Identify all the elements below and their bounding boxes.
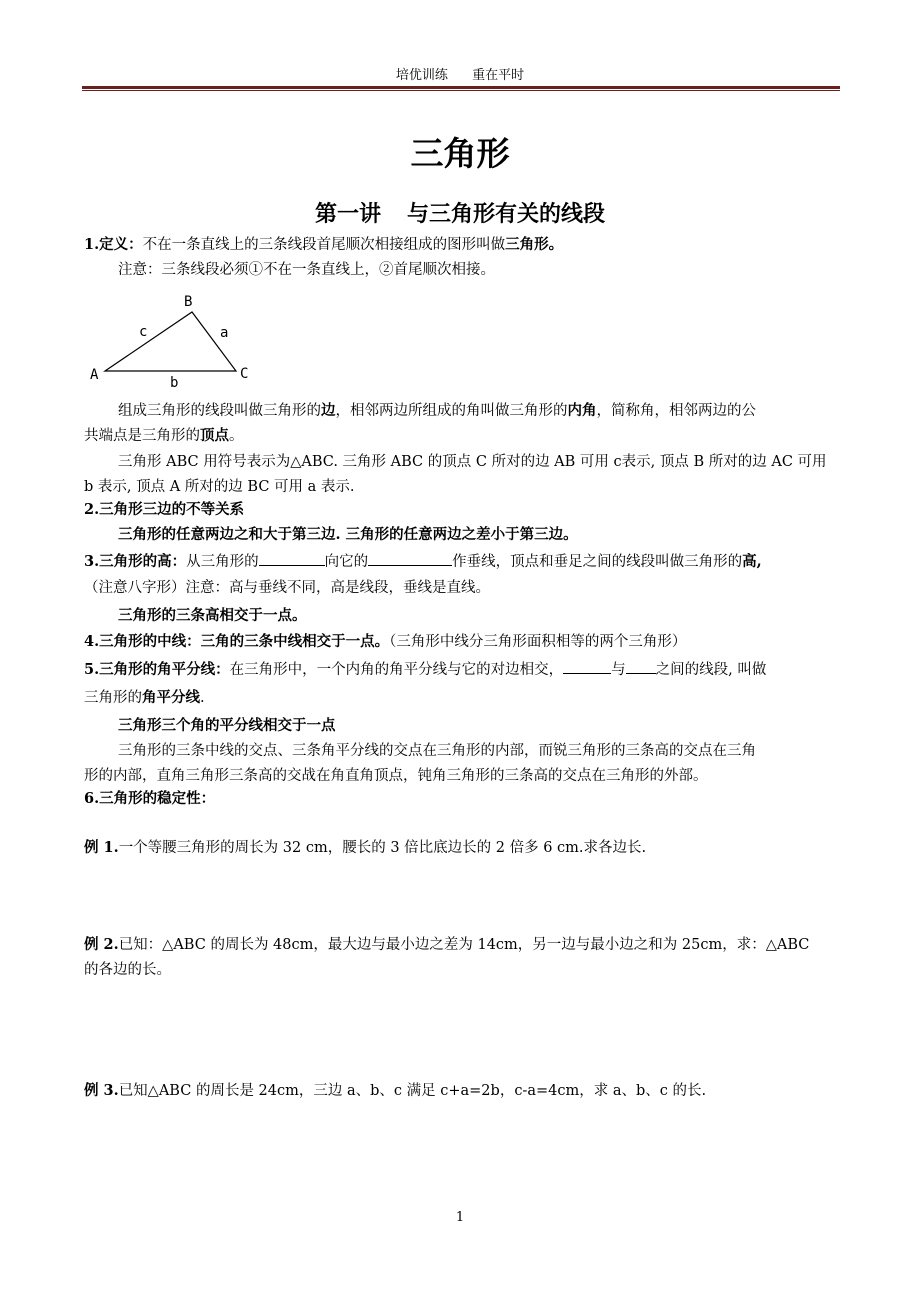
s4-line [84, 632, 840, 652]
header-left: 培优训练 [395, 68, 448, 83]
header-rule-thin [82, 90, 840, 91]
s5-text: 三角形的 [84, 690, 142, 706]
para1-text: ，简称角，相邻两边的公 [596, 403, 756, 419]
s3-text2: 三角形的三条高相交于一点。 [118, 607, 307, 624]
page-header [0, 64, 920, 83]
blank-opposite-side[interactable] [368, 551, 452, 566]
example-3-label: 例 3. [84, 1082, 119, 1099]
para1-text: 组成三角形的线段叫做三角形的 [118, 403, 321, 419]
page-title: 三角形 [410, 134, 510, 173]
s5-text: 之间的线段, 叫做 [655, 662, 767, 678]
lecture-number: 第一讲 [314, 202, 381, 227]
term-angle-bisector: 角平分线 [142, 689, 200, 706]
s5-text: 在三角形中，一个内角的角平分线与它的对边相交， [229, 662, 564, 678]
para1-line2 [84, 426, 840, 446]
triangle-figure [86, 288, 266, 388]
notation-line1: 三角形 ABC 用符号表示为△ABC. 三角形 ABC 的顶点 C 所对的边 AB 可用 c表示, 顶点 B 所对的边 AC 可用 [118, 454, 827, 470]
s4-note: （三角形中线分三角形面积相等的两个三角形） [389, 634, 687, 650]
s1-num: 1. [84, 236, 100, 253]
lecture-topic: 与三角形有关的线段 [407, 202, 606, 227]
triangle-shape [105, 312, 236, 371]
definition-note: 注意：三条线段必须①不在一条直线上，②首尾顺次相接。 [118, 262, 495, 278]
side-label-a: a [220, 325, 229, 341]
para1-line1 [118, 401, 840, 421]
term-altitude: 高 [742, 553, 757, 570]
term-interior-angle: 内角 [567, 402, 597, 419]
example-3 [84, 1081, 840, 1101]
s3-note: （注意八字形）注意：高与垂线不同，高是线段，垂线是直线。 [84, 580, 490, 596]
s3-line1 [84, 551, 840, 572]
s1-term: 三角形 [505, 236, 549, 253]
s5-label: 5.三角形的角平分线： [84, 661, 230, 678]
s3-text: 作垂线，顶点和垂足之间的线段叫做三角形的 [452, 554, 743, 570]
s3-text: 从三角形的 [186, 554, 259, 570]
s2-text: 三角形的任意两边之和大于第三边. 三角形的任意两边之差小于第三边。 [118, 526, 578, 543]
vertex-label-b: B [184, 294, 193, 310]
s4-label: 4.三角形的中线：三角的三条中线相交于一点。 [84, 633, 390, 650]
para1-text: 共端点是三角形的 [84, 428, 200, 444]
definition-line [84, 235, 840, 255]
page-number: 1 [455, 1210, 465, 1225]
para1-text: 。 [229, 428, 244, 444]
s2-heading: 2.三角形三边的不等关系 [84, 501, 245, 518]
side-label-c: c [139, 324, 148, 340]
blank-intersection[interactable] [626, 659, 656, 674]
s5-text: 与 [611, 662, 626, 678]
s1-end: 。 [548, 236, 564, 253]
example-2-text: 已知：△ABC 的周长为 48cm，最大边与最小边之差为 14cm，另一边与最小边之和为 25cm，求：△ABC [118, 937, 810, 953]
blank-vertex[interactable] [259, 551, 325, 566]
para3-line2: 形的内部，直角三角形三条高的交战在角直角顶点，钝角三角形的三条高的交点在三角形的外部。 [84, 768, 708, 784]
blank-vertex-2[interactable] [563, 659, 611, 674]
s3-text: 向它的 [324, 554, 369, 570]
s1-label: 定义： [99, 236, 143, 253]
s6-heading: 6.三角形的稳定性： [84, 790, 216, 807]
example-3-text: 已知△ABC 的周长是 24cm，三边 a、b、c 满足 c+a=2b，c-a=4cm，求 a、b、c 的长. [118, 1083, 707, 1099]
para3-line1: 三角形的三条中线的交点、三条角平分线的交点在三角形的内部，而锐三角形的三条高的交点在三角 [118, 743, 756, 759]
s3-end: , [756, 553, 762, 570]
example-2-line2: 的各边的长。 [84, 962, 171, 978]
example-1-text: 一个等腰三角形的周长为 32 cm，腰长的 3 倍比底边长的 2 倍多 6 cm.求各边长. [118, 840, 647, 856]
example-1-label: 例 1. [84, 839, 119, 856]
s5-end: . [200, 690, 205, 706]
example-2-line1 [84, 935, 840, 955]
s5-text2: 三角形三个角的平分线相交于一点 [118, 717, 336, 734]
header-rule [82, 86, 840, 89]
vertex-label-c: C [240, 366, 249, 382]
term-side: 边 [321, 402, 336, 419]
example-1 [84, 838, 840, 858]
vertex-label-a: A [90, 367, 99, 383]
lecture-title [0, 197, 920, 228]
side-label-b: b [170, 375, 179, 388]
s5-line2 [84, 688, 840, 708]
para1-text: ，相邻两边所组成的角叫做三角形的 [335, 403, 568, 419]
s5-line1 [84, 659, 840, 680]
notation-line2: b 表示, 顶点 A 所对的边 BC 可用 a 表示. [84, 479, 355, 495]
s1-text: 不在一条直线上的三条线段首尾顺次相接组成的图形叫做 [142, 237, 506, 253]
s3-label: 3.三角形的高： [84, 553, 187, 570]
term-vertex: 顶点 [200, 427, 229, 444]
example-2-label: 例 2. [84, 936, 119, 953]
header-right: 重在平时 [472, 68, 525, 83]
